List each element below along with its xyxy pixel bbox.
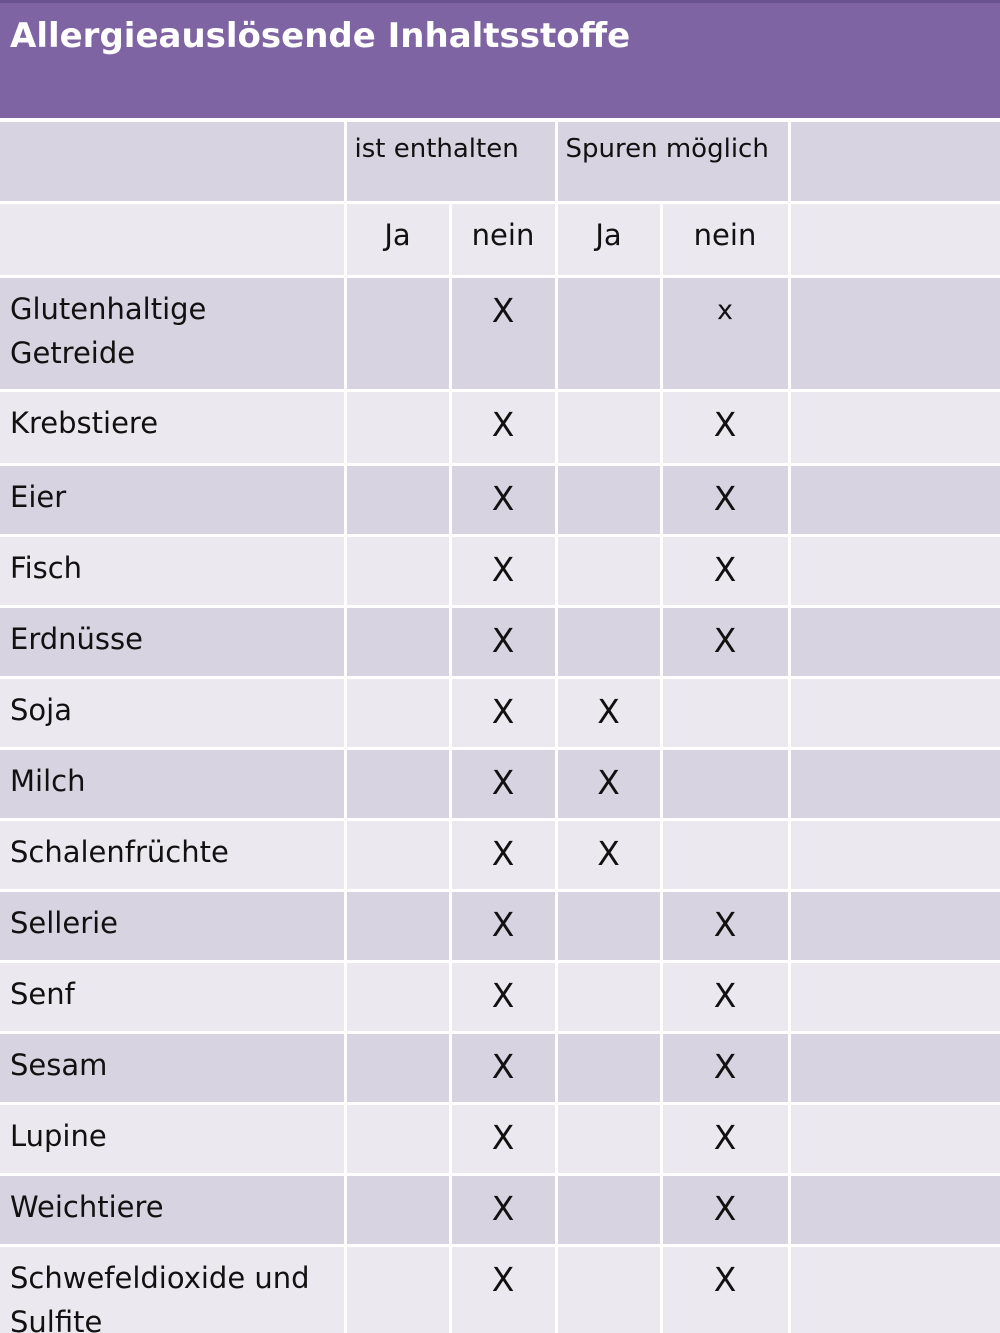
traces-ja-cell: [556, 748, 661, 819]
mark-traces-ja: [558, 278, 660, 289]
traces-ja-cell: [556, 1032, 661, 1103]
mark-traces-nein: X: [713, 478, 737, 518]
contained-nein-cell: [450, 464, 556, 535]
contained-nein-cell: [450, 276, 556, 390]
mark-contained-nein: X: [491, 478, 515, 518]
mark-contained-ja: [347, 392, 449, 403]
traces-ja-cell: [556, 1245, 661, 1333]
mark-traces-nein: X: [713, 975, 737, 1015]
mark-traces-ja: [558, 392, 660, 403]
allergen-name-cell: [0, 961, 345, 1032]
contained-ja-cell: [345, 677, 450, 748]
traces-nein-cell: [661, 1032, 789, 1103]
mark-contained-nein: X: [491, 549, 515, 589]
contained-ja-cell: [345, 276, 450, 390]
allergen-name: Sellerie: [10, 905, 119, 940]
table-row: [0, 1032, 1000, 1103]
mark-contained-ja: [347, 821, 449, 832]
mark-traces-ja: X: [597, 691, 620, 731]
mark-traces-nein: X: [713, 549, 737, 589]
empty-cell: [789, 464, 1000, 535]
allergen-name-cell: [0, 1245, 345, 1333]
mark-contained-ja: [347, 537, 449, 548]
table-row: [0, 677, 1000, 748]
header-traces-ja-label: Ja: [595, 217, 622, 252]
header-row-subcolumns: [0, 202, 1000, 276]
mark-traces-ja: [558, 537, 660, 548]
empty-cell: [789, 819, 1000, 890]
allergen-name-cell: [0, 890, 345, 961]
traces-ja-cell: [556, 677, 661, 748]
empty-cell: [789, 961, 1000, 1032]
contained-nein-cell: [450, 535, 556, 606]
traces-nein-cell: [661, 1245, 789, 1333]
mark-contained-ja: [347, 1105, 449, 1116]
contained-ja-cell: [345, 890, 450, 961]
mark-traces-nein: [663, 679, 788, 690]
mark-contained-ja: [347, 608, 449, 619]
traces-nein-cell: [661, 1103, 789, 1174]
mark-traces-ja: [558, 608, 660, 619]
allergen-table-container: [0, 122, 1000, 1333]
empty-cell: [789, 1103, 1000, 1174]
header-contained-ja-label: Ja: [384, 217, 411, 252]
table-row: [0, 961, 1000, 1032]
table-row: [0, 819, 1000, 890]
table-row: [0, 390, 1000, 464]
allergen-name-cell: [0, 390, 345, 464]
mark-contained-nein: X: [491, 620, 515, 660]
mark-contained-nein: X: [491, 1188, 515, 1228]
allergen-name-cell: [0, 606, 345, 677]
mark-contained-ja: [347, 278, 449, 289]
table-row: [0, 535, 1000, 606]
traces-ja-cell: [556, 890, 661, 961]
traces-nein-cell: [661, 276, 789, 390]
mark-contained-ja: [347, 892, 449, 903]
table-row: [0, 1174, 1000, 1245]
allergen-name: Krebstiere: [10, 405, 159, 440]
allergen-name: Fisch: [10, 550, 83, 585]
empty-cell: [789, 535, 1000, 606]
allergen-name-cell: [0, 1032, 345, 1103]
table-row: [0, 1103, 1000, 1174]
traces-ja-cell: [556, 535, 661, 606]
empty-cell: [789, 606, 1000, 677]
header-group-contained-label: ist enthalten: [354, 134, 519, 164]
allergen-name: Schalenfrüchte: [10, 834, 229, 869]
allergen-name-cell: [0, 535, 345, 606]
empty-cell: [789, 890, 1000, 961]
header-empty-cell: [0, 202, 345, 276]
header-empty-cell: [0, 122, 345, 202]
mark-contained-ja: [347, 963, 449, 974]
contained-nein-cell: [450, 890, 556, 961]
mark-contained-ja: [347, 679, 449, 690]
traces-nein-cell: [661, 606, 789, 677]
contained-ja-cell: [345, 606, 450, 677]
contained-nein-cell: [450, 961, 556, 1032]
header-empty-cell: [789, 202, 1000, 276]
mark-contained-ja: [347, 466, 449, 477]
allergen-name-cell: [0, 276, 345, 390]
contained-ja-cell: [345, 748, 450, 819]
contained-ja-cell: [345, 390, 450, 464]
mark-contained-ja: [347, 750, 449, 761]
allergen-name: Milch: [10, 763, 86, 798]
header-row-groups: [0, 122, 1000, 202]
header-contained-nein-label: nein: [471, 217, 535, 252]
empty-cell: [789, 390, 1000, 464]
allergen-name: Weichtiere: [10, 1189, 164, 1224]
traces-ja-cell: [556, 819, 661, 890]
mark-traces-ja: X: [597, 762, 620, 802]
empty-cell: [789, 1245, 1000, 1333]
empty-cell: [789, 1174, 1000, 1245]
mark-contained-nein: X: [491, 762, 515, 802]
mark-traces-nein: X: [713, 1117, 737, 1157]
header-traces-nein: [661, 202, 789, 276]
mark-traces-nein: X: [713, 1259, 737, 1299]
header-traces-ja: [556, 202, 661, 276]
contained-ja-cell: [345, 535, 450, 606]
contained-nein-cell: [450, 748, 556, 819]
contained-ja-cell: [345, 1103, 450, 1174]
mark-traces-ja: [558, 1034, 660, 1045]
contained-ja-cell: [345, 819, 450, 890]
contained-nein-cell: [450, 1245, 556, 1333]
contained-nein-cell: [450, 606, 556, 677]
allergen-name-cell: [0, 464, 345, 535]
traces-nein-cell: [661, 535, 789, 606]
mark-contained-ja: [347, 1176, 449, 1187]
mark-traces-nein: x: [717, 294, 733, 326]
contained-nein-cell: [450, 1103, 556, 1174]
mark-contained-nein: X: [491, 691, 515, 731]
mark-traces-nein: X: [713, 1188, 737, 1228]
traces-nein-cell: [661, 1174, 789, 1245]
mark-traces-nein: [663, 750, 788, 761]
contained-ja-cell: [345, 1174, 450, 1245]
table-row: [0, 748, 1000, 819]
allergen-name: Eier: [10, 479, 67, 514]
traces-ja-cell: [556, 961, 661, 1032]
traces-ja-cell: [556, 1103, 661, 1174]
table-row: [0, 606, 1000, 677]
contained-ja-cell: [345, 961, 450, 1032]
allergen-name: Lupine: [10, 1118, 107, 1153]
page-title: Allergieauslösende Inhaltsstoffe: [10, 16, 631, 56]
allergen-table: [0, 122, 1000, 1333]
contained-nein-cell: [450, 1174, 556, 1245]
table-row: [0, 464, 1000, 535]
contained-nein-cell: [450, 677, 556, 748]
header-traces-nein-label: nein: [693, 217, 757, 252]
mark-contained-nein: X: [491, 1259, 515, 1299]
mark-contained-nein: X: [491, 975, 515, 1015]
header-group-contained: [345, 122, 556, 202]
mark-traces-nein: X: [713, 404, 737, 444]
empty-cell: [789, 677, 1000, 748]
mark-traces-ja: [558, 1105, 660, 1116]
mark-traces-ja: [558, 892, 660, 903]
contained-nein-cell: [450, 390, 556, 464]
allergen-name: Soja: [10, 692, 72, 727]
contained-ja-cell: [345, 1245, 450, 1333]
mark-contained-nein: X: [491, 833, 515, 873]
traces-nein-cell: [661, 464, 789, 535]
empty-cell: [789, 748, 1000, 819]
mark-traces-ja: [558, 466, 660, 477]
mark-traces-ja: X: [597, 833, 620, 873]
mark-contained-ja: [347, 1034, 449, 1045]
allergen-name: Senf: [10, 976, 75, 1011]
allergen-name-cell: [0, 1103, 345, 1174]
traces-nein-cell: [661, 961, 789, 1032]
mark-traces-nein: X: [713, 1046, 737, 1086]
traces-nein-cell: [661, 819, 789, 890]
allergen-name-cell: [0, 677, 345, 748]
allergen-name-cell: [0, 1174, 345, 1245]
allergen-name: Sesam: [10, 1047, 108, 1082]
mark-contained-nein: X: [491, 404, 515, 444]
header-group-traces: [556, 122, 789, 202]
header-contained-ja: [345, 202, 450, 276]
table-row: [0, 890, 1000, 961]
mark-contained-nein: X: [491, 904, 515, 944]
traces-nein-cell: [661, 390, 789, 464]
mark-contained-nein: X: [491, 1117, 515, 1157]
allergen-name-cell: [0, 819, 345, 890]
traces-nein-cell: [661, 890, 789, 961]
allergen-name: Schwefeldioxide und Sulfite: [10, 1260, 310, 1333]
table-row: [0, 1245, 1000, 1333]
allergen-name-cell: [0, 748, 345, 819]
mark-traces-ja: [558, 1247, 660, 1258]
mark-traces-ja: [558, 963, 660, 974]
mark-traces-nein: X: [713, 904, 737, 944]
title-bar: [0, 0, 1000, 118]
mark-contained-nein: X: [491, 290, 515, 330]
header-group-traces-label: Spuren möglich: [565, 134, 769, 164]
table-row: [0, 276, 1000, 390]
contained-ja-cell: [345, 1032, 450, 1103]
mark-traces-ja: [558, 1176, 660, 1187]
traces-ja-cell: [556, 276, 661, 390]
mark-contained-nein: X: [491, 1046, 515, 1086]
empty-cell: [789, 1032, 1000, 1103]
traces-ja-cell: [556, 464, 661, 535]
traces-ja-cell: [556, 1174, 661, 1245]
mark-contained-ja: [347, 1247, 449, 1258]
traces-ja-cell: [556, 390, 661, 464]
empty-cell: [789, 276, 1000, 390]
traces-nein-cell: [661, 748, 789, 819]
allergen-name: Glutenhaltige Getreide: [10, 291, 207, 370]
mark-traces-nein: X: [713, 620, 737, 660]
allergen-name: Erdnüsse: [10, 621, 143, 656]
contained-nein-cell: [450, 819, 556, 890]
header-empty-cell: [789, 122, 1000, 202]
contained-nein-cell: [450, 1032, 556, 1103]
mark-traces-nein: [663, 821, 788, 832]
header-contained-nein: [450, 202, 556, 276]
traces-nein-cell: [661, 677, 789, 748]
traces-ja-cell: [556, 606, 661, 677]
contained-ja-cell: [345, 464, 450, 535]
